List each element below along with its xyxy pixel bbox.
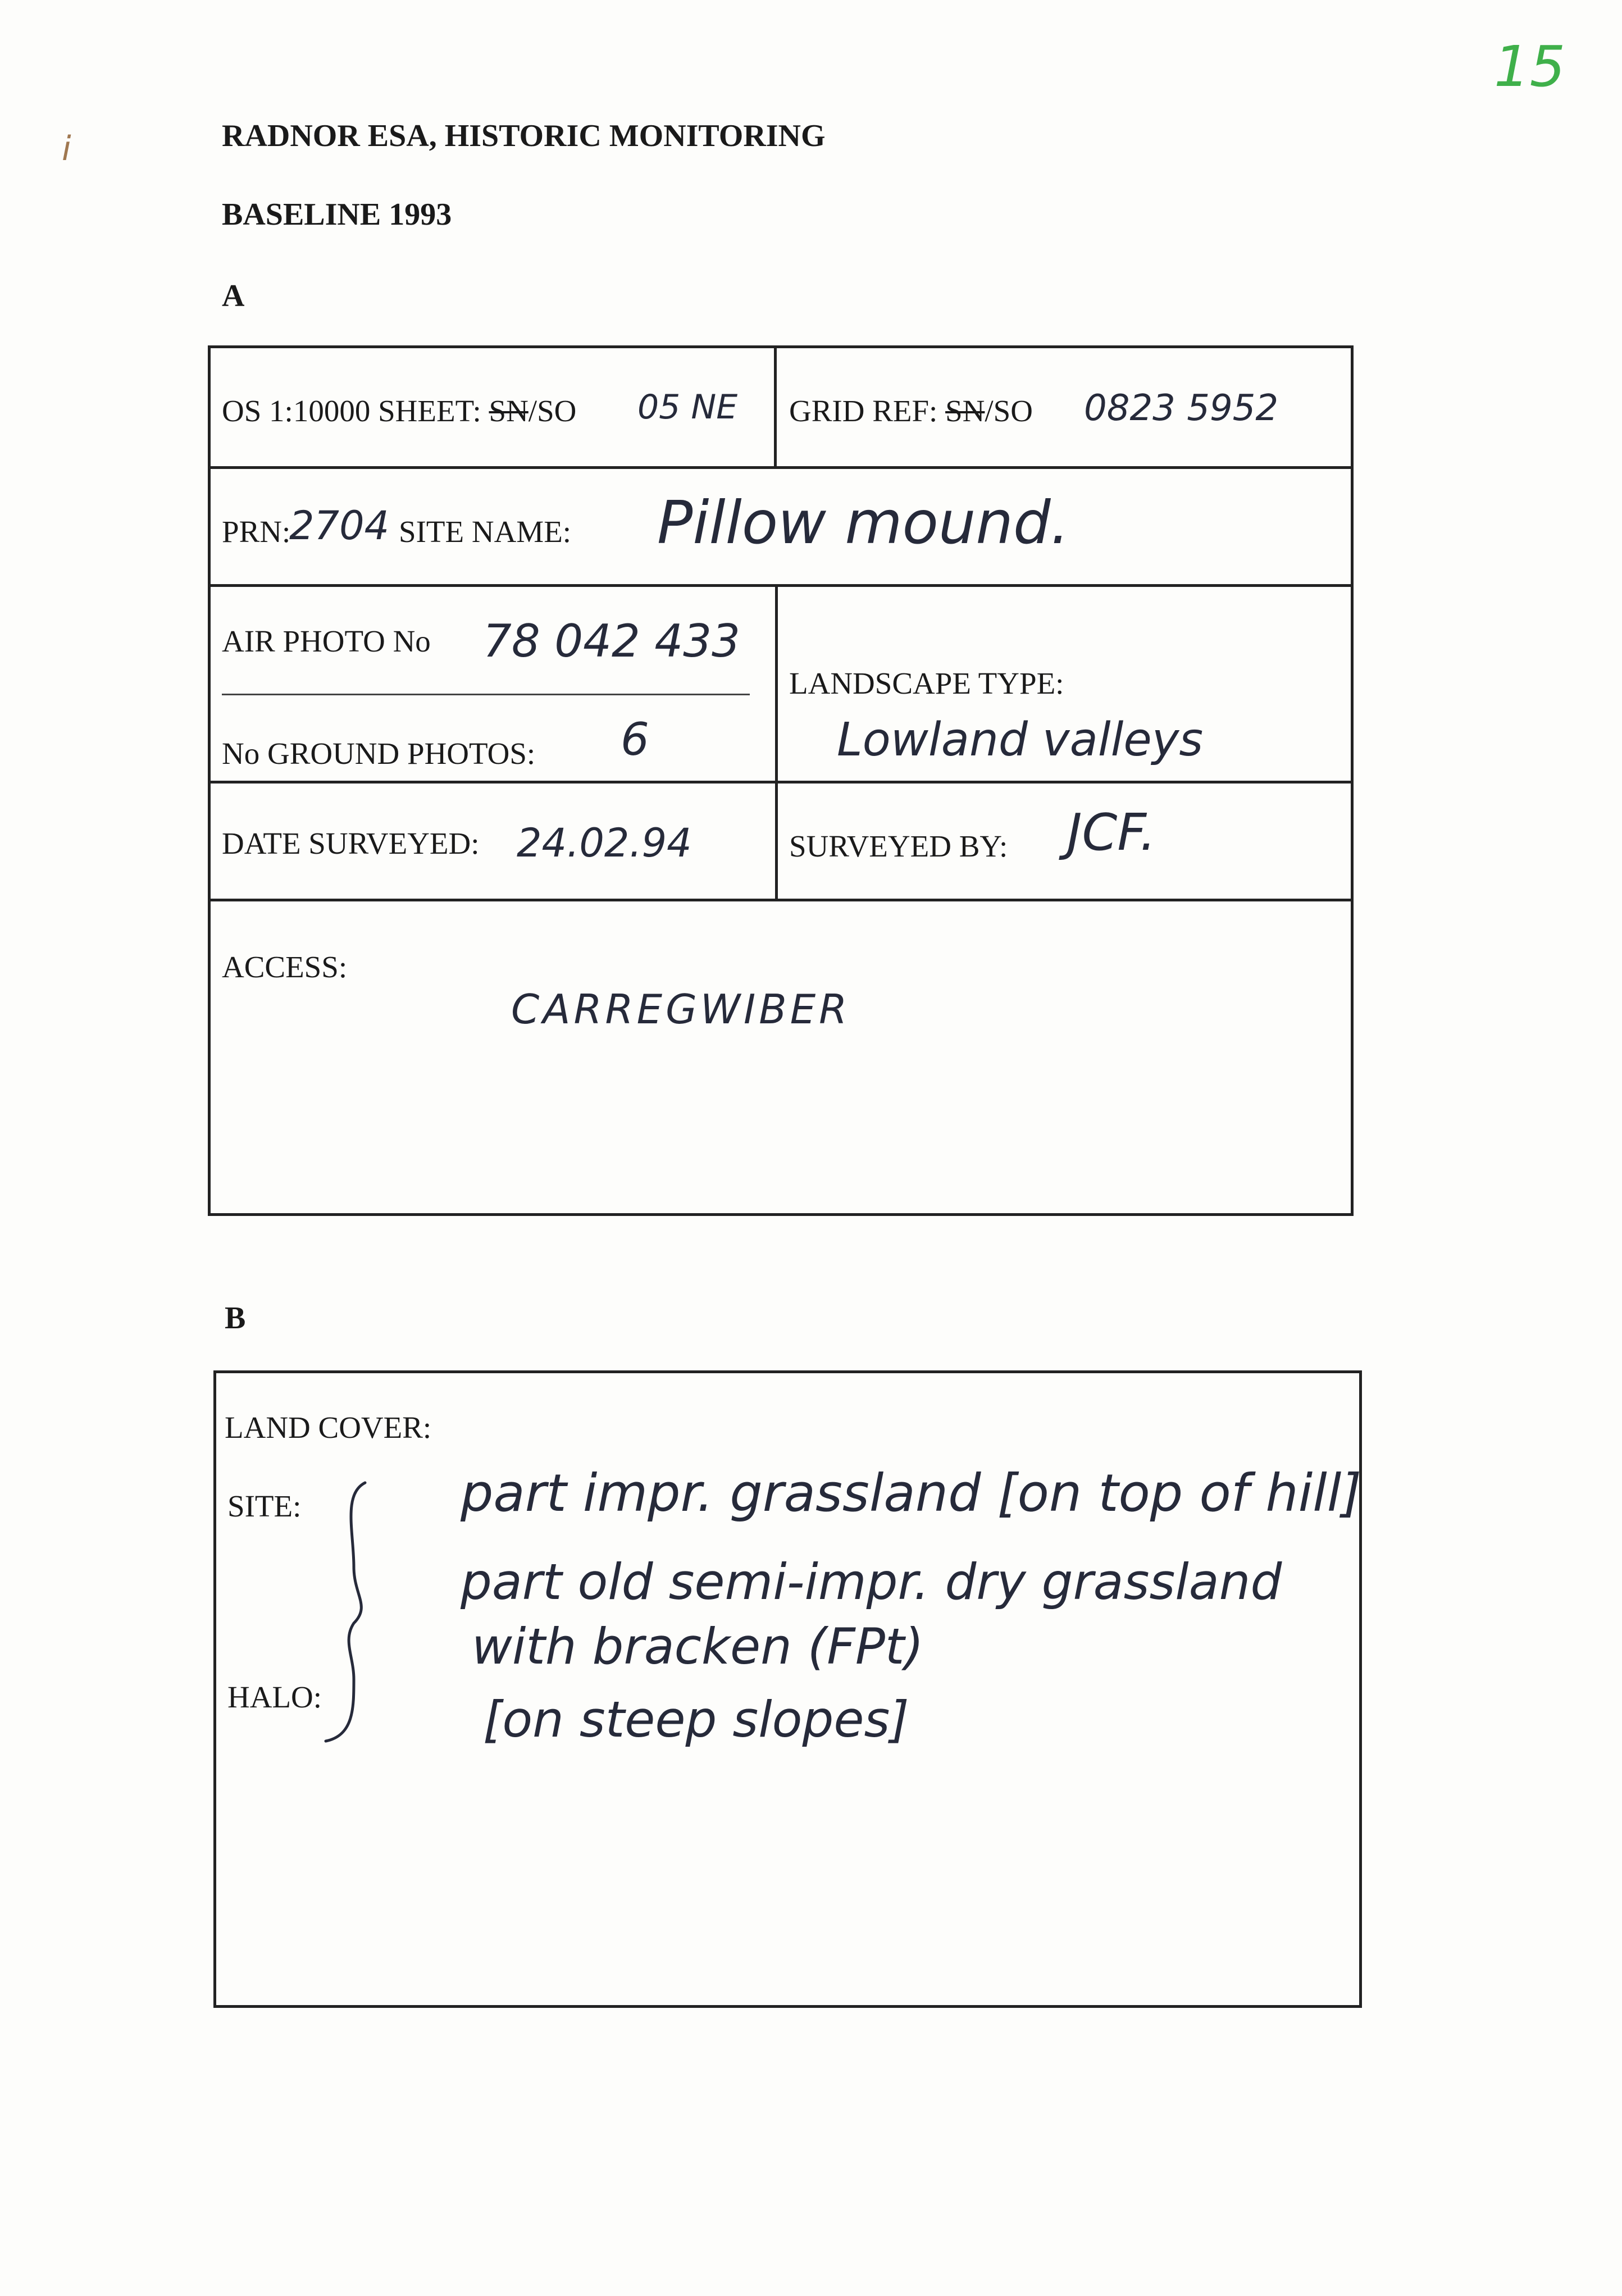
row-divider: [208, 584, 1354, 587]
grid-ref-value: 0823 5952: [1084, 388, 1279, 429]
os-sheet-struck-prefix: SN: [489, 394, 528, 428]
row-divider: [208, 781, 1354, 783]
row-divider: [208, 899, 1354, 901]
corner-mark: i: [62, 129, 71, 168]
page-number: 15: [1494, 34, 1566, 99]
field-divider: [222, 694, 750, 695]
os-sheet-label: OS 1:10000 SHEET:: [222, 394, 481, 428]
access-value: CARREGWIBER: [511, 986, 851, 1033]
access-label: ACCESS:: [222, 950, 348, 984]
section-b-heading: B: [225, 1301, 246, 1336]
halo-label: HALO:: [227, 1680, 322, 1714]
column-divider: [775, 584, 778, 899]
land-cover-note-line-1: part impr. grassland [on top of hill]: [461, 1463, 1362, 1523]
ground-photos-label: No GROUND PHOTOS:: [222, 736, 536, 771]
os-sheet-field: [222, 393, 576, 429]
grid-ref-struck-prefix: SN: [945, 394, 985, 428]
land-cover-label: LAND COVER:: [225, 1410, 432, 1445]
prn-value: 2704: [289, 503, 390, 549]
brace-mark: [320, 1472, 399, 1752]
date-surveyed-label: DATE SURVEYED:: [222, 826, 480, 860]
baseline-heading: BASELINE 1993: [222, 197, 452, 232]
site-name-label: SITE NAME:: [399, 514, 572, 549]
grid-ref-prefix: /SO: [985, 394, 1033, 428]
surveyed-by-label: SURVEYED BY:: [789, 829, 1008, 863]
prn-label: PRN:: [222, 514, 291, 549]
site-name-value: Pillow mound.: [657, 489, 1069, 557]
land-cover-note-line-3: with bracken (FPt): [472, 1618, 924, 1675]
column-divider: [774, 345, 777, 466]
air-photo-label: AIR PHOTO No: [222, 624, 431, 658]
os-sheet-value: 05 NE: [637, 388, 738, 427]
date-surveyed-value: 24.02.94: [517, 820, 692, 866]
ground-photos-value: 6: [621, 713, 649, 766]
land-cover-note-line-2: part old semi-impr. dry grassland: [461, 1553, 1282, 1611]
surveyed-by-value: JCF.: [1067, 803, 1156, 862]
document-title: RADNOR ESA, HISTORIC MONITORING: [222, 119, 826, 153]
site-label: SITE:: [227, 1489, 302, 1523]
land-cover-note-line-4: [on steep slopes]: [483, 1691, 909, 1748]
row-divider: [208, 466, 1354, 469]
landscape-type-label: LANDSCAPE TYPE:: [789, 666, 1064, 700]
air-photo-value: 78 042 433: [483, 615, 741, 667]
os-sheet-prefix: /SO: [528, 394, 577, 428]
section-a-heading: A: [222, 279, 245, 313]
landscape-type-value: Lowland valleys: [837, 713, 1204, 767]
grid-ref-label: GRID REF:: [789, 394, 938, 428]
grid-ref-field: [789, 393, 1033, 429]
